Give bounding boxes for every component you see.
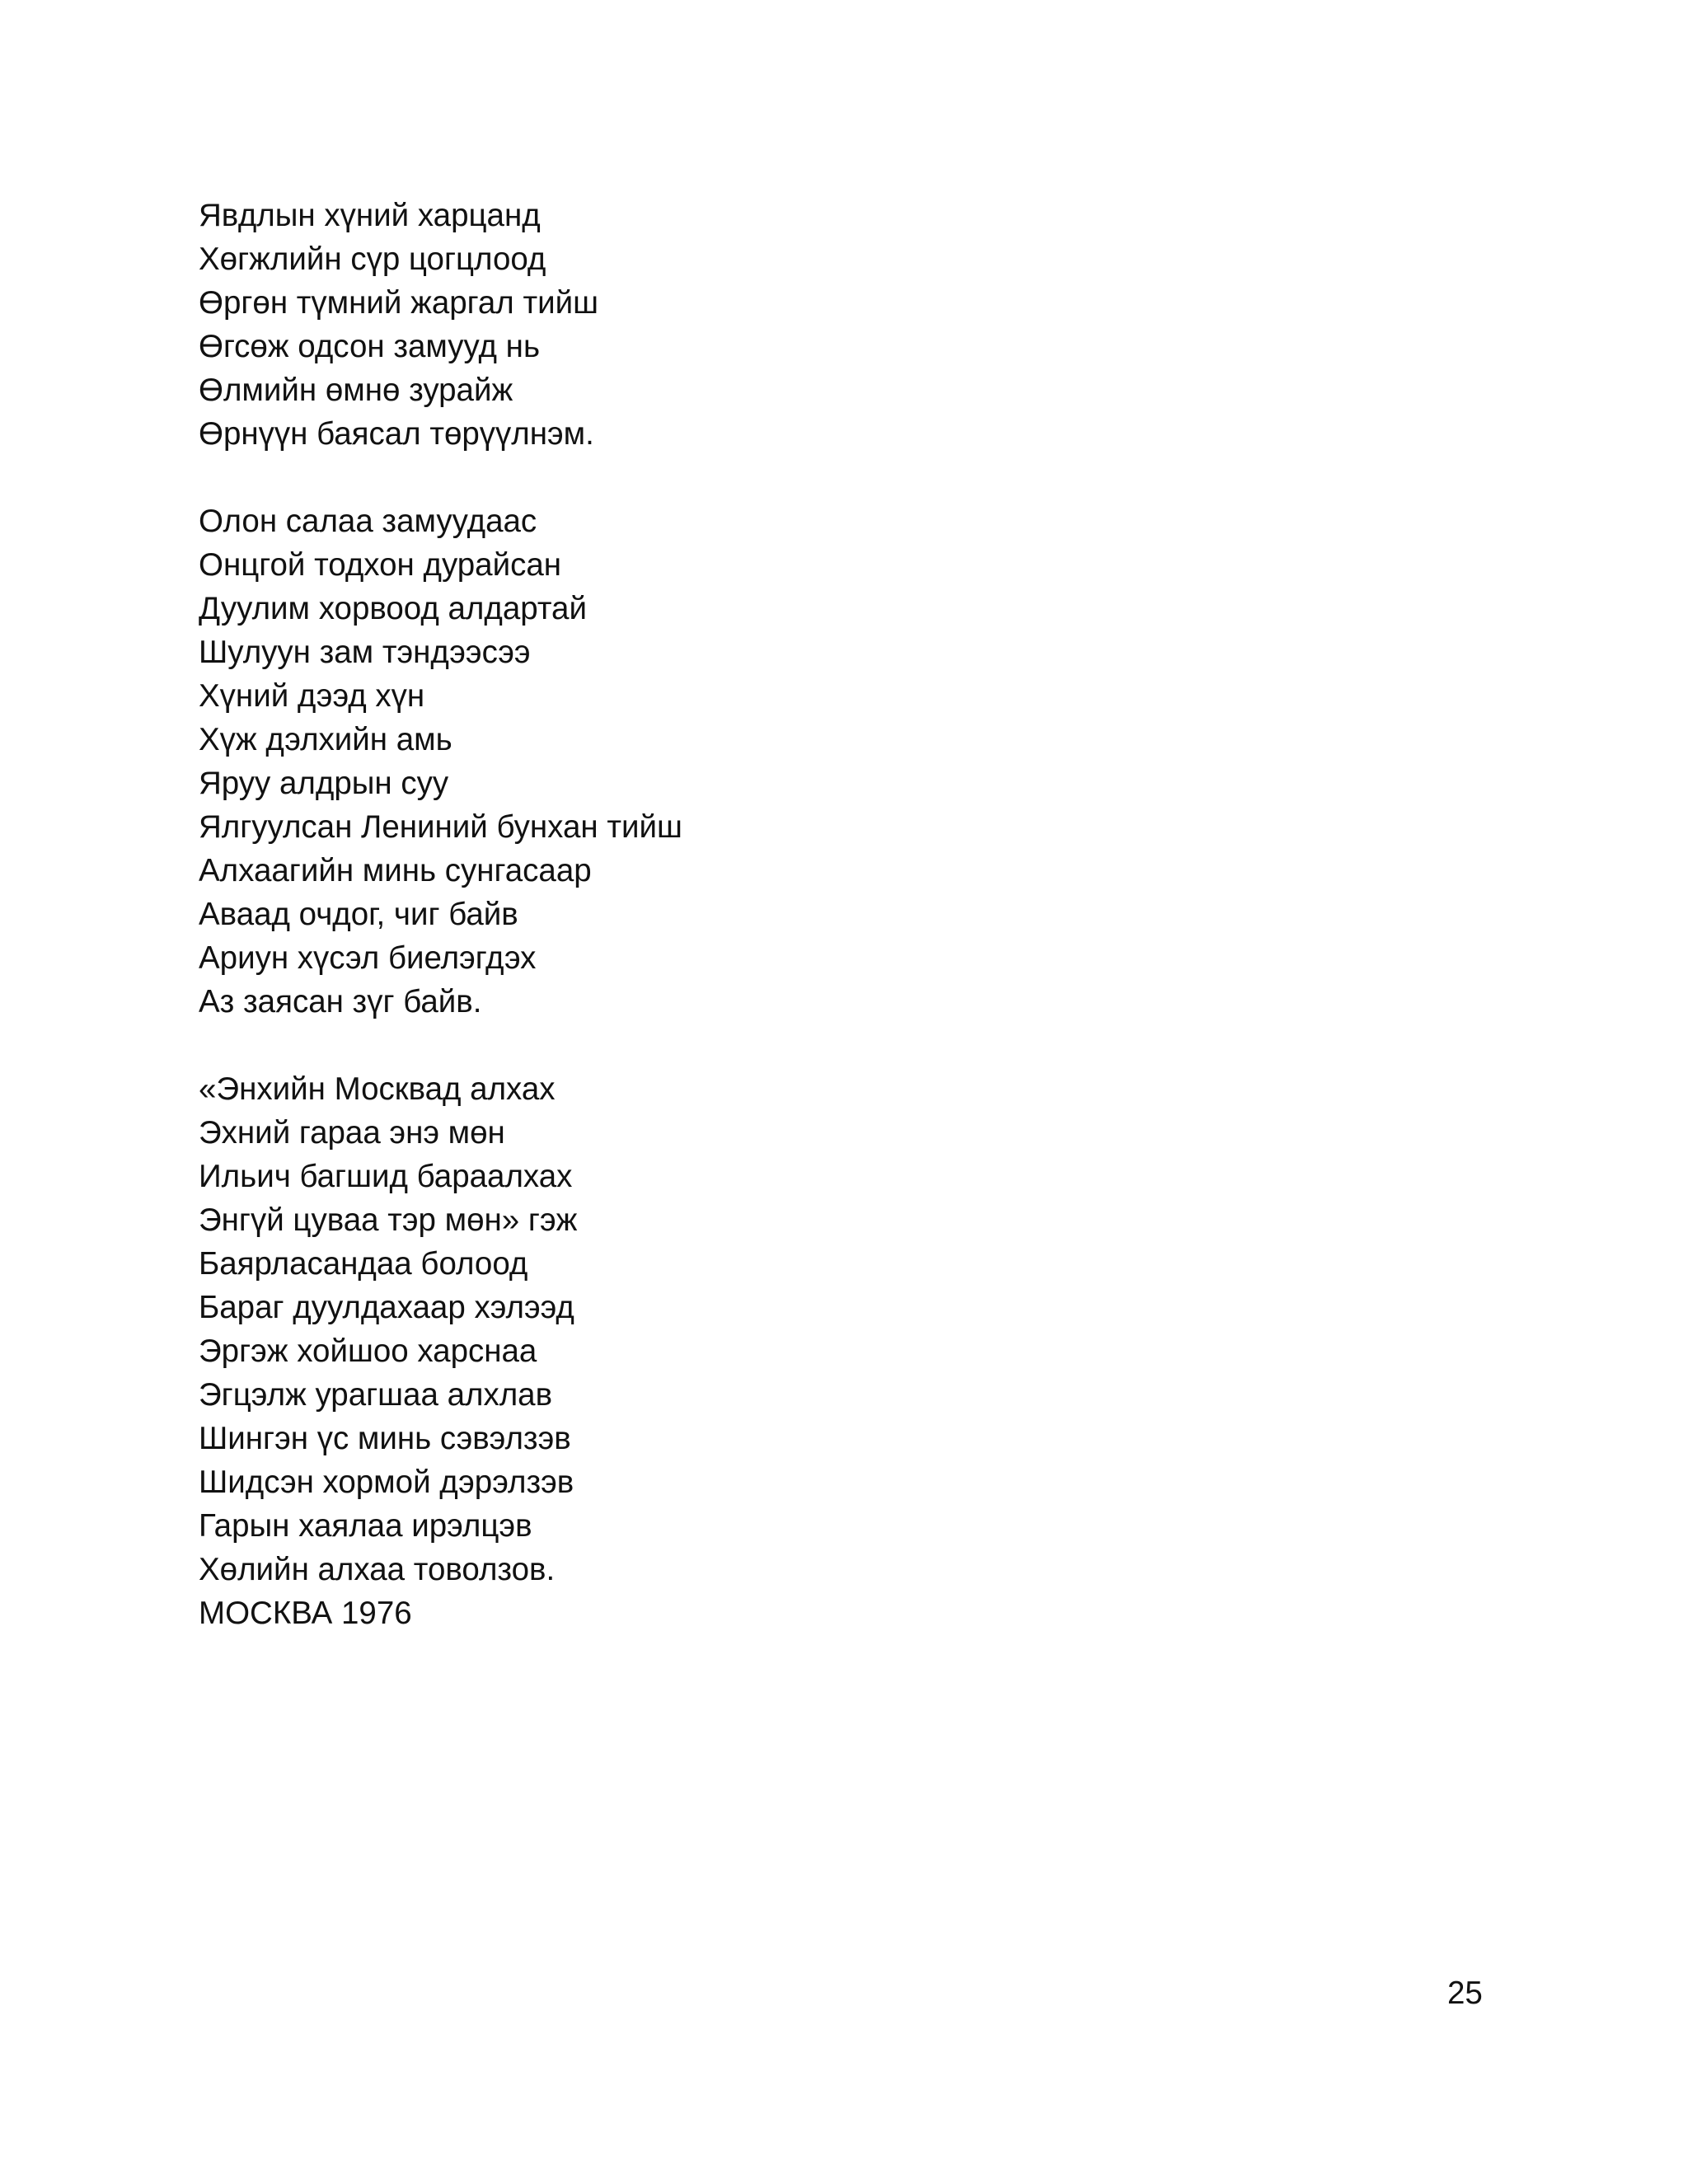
poem-line: Аз заясан зүг байв. bbox=[199, 984, 482, 1019]
poem-line: Баярласандаа болоод bbox=[199, 1246, 528, 1282]
poem-line: Ялгуулсан Лениний бунхан тийш bbox=[199, 809, 682, 845]
stanza-1 bbox=[199, 194, 1435, 456]
poem-line: Яруу алдрын суу bbox=[199, 766, 449, 801]
poem-line: Явдлын хүний харцанд bbox=[199, 198, 541, 233]
poem-line: Шидсэн хормой дэрэлзэв bbox=[199, 1465, 574, 1500]
stanza-2 bbox=[199, 499, 1435, 1024]
poem-line: Хөлийн алхаа товолзов. bbox=[199, 1552, 556, 1587]
poem-line: Олон салаа замуудаас bbox=[199, 504, 537, 539]
poem-line: Хүж дэлхийн амь bbox=[199, 722, 452, 757]
poem-line: Гарын хаялаа ирэлцэв bbox=[199, 1508, 532, 1544]
poem-line: Өргөн түмний жаргал тийш bbox=[199, 285, 598, 321]
poem-line: Өгсөж одсон замууд нь bbox=[199, 329, 541, 364]
poem-line: Дуулим хорвоод алдартай bbox=[199, 591, 587, 626]
poem-line: Ильич багшид бараалхах bbox=[199, 1159, 573, 1194]
poem-line: Шингэн үс минь сэвэлзэв bbox=[199, 1421, 571, 1456]
poem-line: Алхаагийн минь сунгасаар bbox=[199, 853, 592, 888]
poem-line: Эгцэлж урагшаа алхлав bbox=[199, 1377, 553, 1413]
stanza-3 bbox=[199, 1067, 1435, 1635]
poem-line: «Энхийн Москвад алхах bbox=[199, 1071, 556, 1107]
poem-line: Эргэж хойшоо харснаа bbox=[199, 1333, 537, 1369]
place-date: МОСКВА 1976 bbox=[199, 1596, 412, 1631]
poem bbox=[199, 194, 1435, 1635]
poem-line: Хүний дээд хүн bbox=[199, 678, 425, 714]
poem-line: Энгүй цуваа тэр мөн» гэж bbox=[199, 1202, 578, 1238]
poem-line: Шулуун зам тэндээсээ bbox=[199, 635, 531, 670]
poem-line: Хөгжлийн сүр цогцлоод bbox=[199, 241, 546, 277]
poem-line: Ариун хүсэл биелэгдэх bbox=[199, 940, 537, 976]
poem-line: Эхний гараа энэ мөн bbox=[199, 1115, 505, 1151]
poem-line: Өлмийн өмнө зурайж bbox=[199, 373, 513, 408]
poem-line: Бараг дуулдахаар хэлээд bbox=[199, 1290, 574, 1325]
poem-line: Өрнүүн баясал төрүүлнэм. bbox=[199, 416, 594, 452]
poem-line: Онцгой тодхон дурайсан bbox=[199, 547, 562, 583]
page-number: 25 bbox=[1447, 1975, 1483, 2011]
poem-line: Аваад очдог, чиг байв bbox=[199, 897, 518, 932]
